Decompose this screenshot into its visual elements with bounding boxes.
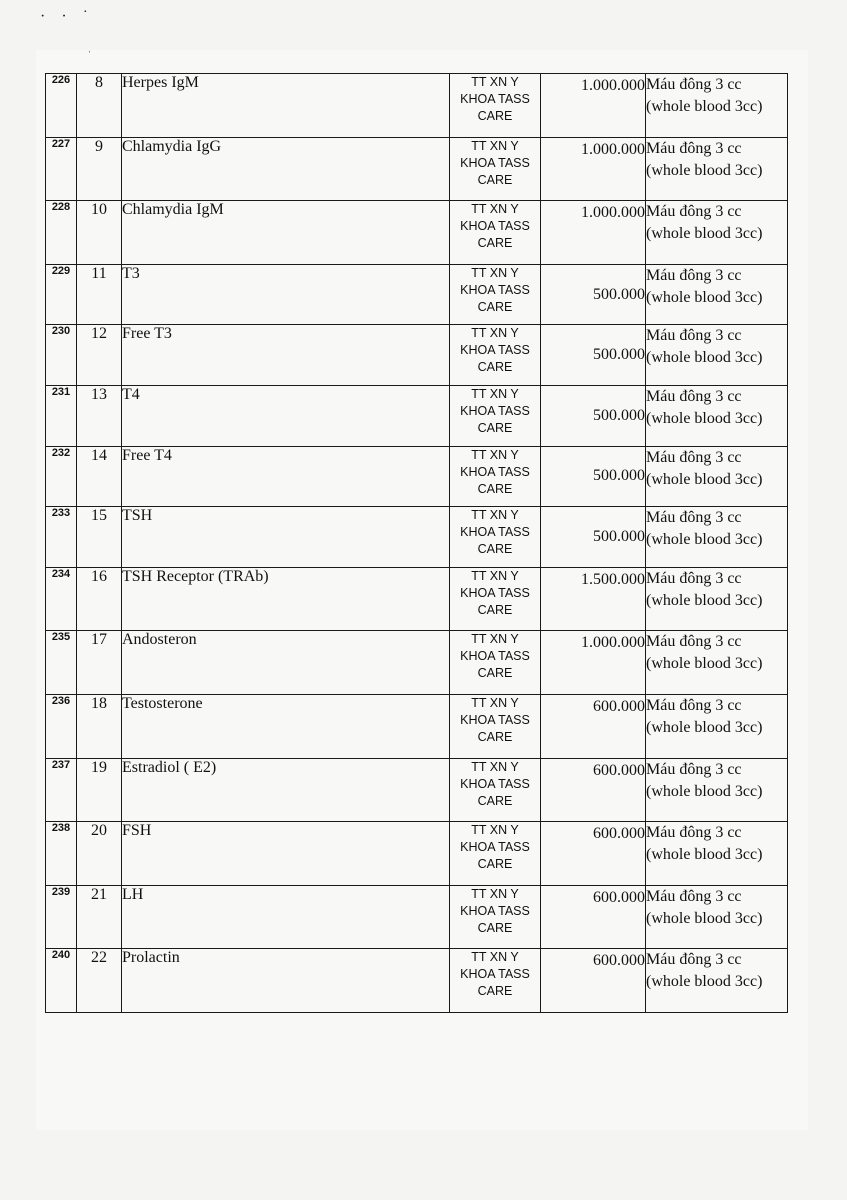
item-number: 14 — [77, 446, 122, 507]
row-index: 230 — [46, 325, 77, 386]
test-name: Chlamydia IgG — [122, 137, 450, 201]
lab-unit-line: TT XN Y — [471, 759, 519, 774]
lab-unit — [450, 758, 541, 822]
item-number: 20 — [77, 822, 122, 886]
test-name: TSH — [122, 507, 450, 568]
test-name: Testosterone — [122, 694, 450, 758]
sample-type-vi: Máu đông 3 cc — [646, 387, 742, 405]
row-index: 228 — [46, 201, 77, 265]
lab-unit-line: TT XN Y — [471, 823, 519, 838]
test-price: 500.000 — [541, 507, 646, 568]
lab-unit-line: CARE — [477, 793, 513, 808]
row-index: 237 — [46, 758, 77, 822]
sample-type-en: (whole blood 3cc) — [646, 973, 763, 991]
lab-unit-line: CARE — [477, 109, 513, 123]
test-name: TSH Receptor (TRAb) — [122, 567, 450, 631]
row-index: 234 — [46, 567, 77, 631]
scan-specks: · · ˙ — [40, 8, 94, 25]
sample-type-vi: Máu đông 3 cc — [646, 139, 742, 157]
lab-unit-line: TT XN Y — [471, 202, 519, 217]
sample-type-vi: Máu đông 3 cc — [646, 509, 742, 527]
item-number: 11 — [77, 264, 122, 325]
lab-unit-line: TT XN Y — [471, 886, 519, 901]
table-row — [46, 758, 788, 822]
sample-type-en: (whole blood 3cc) — [646, 225, 763, 243]
lab-unit — [450, 694, 541, 758]
lab-unit — [450, 567, 541, 631]
lab-unit-line: CARE — [477, 602, 513, 617]
table-row — [46, 446, 788, 507]
lab-unit-line: CARE — [477, 481, 513, 496]
sample-type-en: (whole blood 3cc) — [646, 470, 763, 488]
sample-type-vi: Máu đông 3 cc — [646, 569, 742, 587]
lab-unit-line: KHOA TASS — [460, 92, 530, 106]
test-price: 600.000 — [541, 949, 646, 1013]
lab-unit-line: TT XN Y — [471, 508, 519, 523]
lab-unit-line: CARE — [477, 420, 513, 435]
lab-unit — [450, 822, 541, 886]
table-row — [46, 201, 788, 265]
row-index: 236 — [46, 694, 77, 758]
row-index: 235 — [46, 631, 77, 695]
lab-unit-line: TT XN Y — [471, 138, 519, 153]
table-row — [46, 949, 788, 1013]
lab-unit-line: CARE — [477, 984, 513, 999]
lab-unit-line: KHOA TASS — [460, 343, 530, 358]
lab-unit-line: CARE — [477, 299, 513, 314]
sample-type — [646, 949, 788, 1013]
test-name: Chlamydia IgM — [122, 201, 450, 265]
item-number: 12 — [77, 325, 122, 386]
test-name: T3 — [122, 264, 450, 325]
sample-type — [646, 325, 788, 386]
lab-unit-line: TT XN Y — [471, 568, 519, 583]
lab-unit-line: TT XN Y — [471, 950, 519, 965]
lab-unit — [450, 631, 541, 695]
sample-type-en: (whole blood 3cc) — [646, 161, 763, 179]
test-price: 500.000 — [541, 325, 646, 386]
lab-unit — [450, 885, 541, 949]
sample-type-vi: Máu đông 3 cc — [646, 633, 742, 651]
item-number: 15 — [77, 507, 122, 568]
test-price: 600.000 — [541, 694, 646, 758]
sample-type-vi: Máu đông 3 cc — [646, 951, 742, 969]
row-index: 233 — [46, 507, 77, 568]
table-row — [46, 885, 788, 949]
table-row — [46, 822, 788, 886]
lab-unit — [450, 137, 541, 201]
price-table — [45, 73, 788, 1013]
row-index: 229 — [46, 264, 77, 325]
sample-type-en: (whole blood 3cc) — [646, 288, 763, 306]
lab-unit-line: CARE — [477, 542, 513, 557]
sample-type — [646, 567, 788, 631]
sample-type-vi: Máu đông 3 cc — [646, 76, 742, 93]
sample-type-vi: Máu đông 3 cc — [646, 887, 742, 905]
sample-type — [646, 264, 788, 325]
sample-type — [646, 201, 788, 265]
item-number: 21 — [77, 885, 122, 949]
test-price: 1.000.000 — [541, 201, 646, 265]
lab-unit-line: TT XN Y — [471, 326, 519, 341]
sample-type-vi: Máu đông 3 cc — [646, 327, 742, 345]
item-number: 18 — [77, 694, 122, 758]
table-row — [46, 325, 788, 386]
item-number: 13 — [77, 385, 122, 446]
sample-type-vi: Máu đông 3 cc — [646, 266, 742, 284]
lab-unit-line: KHOA TASS — [460, 585, 530, 600]
lab-unit-line: TT XN Y — [471, 632, 519, 647]
test-price: 600.000 — [541, 758, 646, 822]
lab-unit-line: TT XN Y — [471, 265, 519, 280]
lab-unit-line: KHOA TASS — [460, 712, 530, 727]
row-index: 240 — [46, 949, 77, 1013]
sample-type — [646, 74, 788, 138]
lab-unit-line: KHOA TASS — [460, 155, 530, 170]
item-number: 8 — [77, 74, 122, 138]
sample-type — [646, 507, 788, 568]
row-index: 232 — [46, 446, 77, 507]
test-price: 500.000 — [541, 385, 646, 446]
sample-type — [646, 694, 788, 758]
sample-type-vi: Máu đông 3 cc — [646, 696, 742, 714]
test-name: Herpes IgM — [122, 74, 450, 138]
test-name: Free T4 — [122, 446, 450, 507]
sample-type-en: (whole blood 3cc) — [646, 531, 763, 549]
lab-unit-line: TT XN Y — [471, 447, 519, 462]
sample-type-en: (whole blood 3cc) — [646, 591, 763, 609]
row-index: 239 — [46, 885, 77, 949]
scan-speck: ˈ — [88, 50, 92, 61]
lab-unit-line: KHOA TASS — [460, 403, 530, 418]
sample-type-vi: Máu đông 3 cc — [646, 760, 742, 778]
test-price: 500.000 — [541, 264, 646, 325]
lab-unit — [450, 201, 541, 265]
sample-type — [646, 885, 788, 949]
table-row — [46, 567, 788, 631]
lab-unit — [450, 446, 541, 507]
lab-unit-line: CARE — [477, 236, 513, 251]
sample-type-en: (whole blood 3cc) — [646, 782, 763, 800]
test-price: 1.000.000 — [541, 74, 646, 138]
lab-unit-line: KHOA TASS — [460, 903, 530, 918]
test-name: Andosteron — [122, 631, 450, 695]
lab-unit-line: KHOA TASS — [460, 525, 530, 540]
test-name: T4 — [122, 385, 450, 446]
sample-type — [646, 758, 788, 822]
lab-unit — [450, 949, 541, 1013]
test-price: 1.000.000 — [541, 137, 646, 201]
lab-unit-line: KHOA TASS — [460, 840, 530, 855]
table-row — [46, 694, 788, 758]
sample-type-vi: Máu đông 3 cc — [646, 448, 742, 466]
item-number: 17 — [77, 631, 122, 695]
test-price: 600.000 — [541, 822, 646, 886]
lab-unit-line: TT XN Y — [471, 695, 519, 710]
lab-unit — [450, 264, 541, 325]
item-number: 16 — [77, 567, 122, 631]
lab-unit-line: KHOA TASS — [460, 776, 530, 791]
row-index: 231 — [46, 385, 77, 446]
sample-type-vi: Máu đông 3 cc — [646, 203, 742, 221]
sample-type — [646, 822, 788, 886]
table-row — [46, 264, 788, 325]
sample-type-en: (whole blood 3cc) — [646, 846, 763, 864]
test-name: LH — [122, 885, 450, 949]
row-index: 238 — [46, 822, 77, 886]
sample-type-vi: Máu đông 3 cc — [646, 824, 742, 842]
sample-type-en: (whole blood 3cc) — [646, 718, 763, 736]
lab-unit — [450, 507, 541, 568]
price-table-body — [46, 74, 788, 1013]
lab-unit-line: TT XN Y — [471, 386, 519, 401]
lab-unit-line: CARE — [477, 360, 513, 375]
item-number: 9 — [77, 137, 122, 201]
item-number: 19 — [77, 758, 122, 822]
table-row — [46, 507, 788, 568]
sample-type — [646, 446, 788, 507]
lab-unit-line: KHOA TASS — [460, 282, 530, 297]
lab-unit — [450, 385, 541, 446]
sample-type-en: (whole blood 3cc) — [646, 98, 763, 115]
item-number: 22 — [77, 949, 122, 1013]
lab-unit-line: CARE — [477, 729, 513, 744]
test-price: 600.000 — [541, 885, 646, 949]
lab-unit-line: KHOA TASS — [460, 967, 530, 982]
item-number: 10 — [77, 201, 122, 265]
table-row — [46, 631, 788, 695]
lab-unit-line: CARE — [477, 172, 513, 187]
test-name: Prolactin — [122, 949, 450, 1013]
sample-type — [646, 631, 788, 695]
lab-unit — [450, 325, 541, 386]
lab-unit — [450, 74, 541, 138]
sample-type-en: (whole blood 3cc) — [646, 909, 763, 927]
table-row — [46, 137, 788, 201]
test-price: 1.000.000 — [541, 631, 646, 695]
test-price: 500.000 — [541, 446, 646, 507]
lab-unit-line: KHOA TASS — [460, 649, 530, 664]
table-row — [46, 74, 788, 138]
test-name: Free T3 — [122, 325, 450, 386]
lab-unit-line: CARE — [477, 920, 513, 935]
lab-unit-line: CARE — [477, 857, 513, 872]
lab-unit-line: CARE — [477, 666, 513, 681]
sample-type — [646, 385, 788, 446]
table-row — [46, 385, 788, 446]
sample-type-en: (whole blood 3cc) — [646, 409, 763, 427]
lab-unit-line: TT XN Y — [471, 75, 519, 89]
sample-type — [646, 137, 788, 201]
test-name: Estradiol ( E2) — [122, 758, 450, 822]
sample-type-en: (whole blood 3cc) — [646, 655, 763, 673]
lab-unit-line: KHOA TASS — [460, 464, 530, 479]
sample-type-en: (whole blood 3cc) — [646, 349, 763, 367]
row-index: 226 — [46, 74, 77, 138]
lab-unit-line: KHOA TASS — [460, 219, 530, 234]
test-name: FSH — [122, 822, 450, 886]
row-index: 227 — [46, 137, 77, 201]
test-price: 1.500.000 — [541, 567, 646, 631]
